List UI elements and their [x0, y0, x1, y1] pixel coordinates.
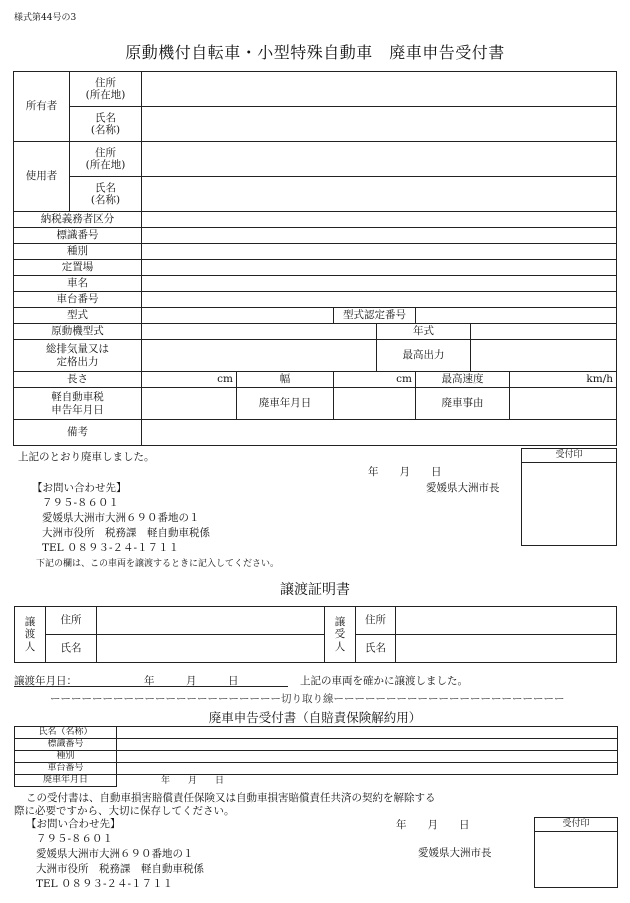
transferor-address-field[interactable]	[97, 607, 325, 635]
slip-table	[14, 726, 618, 787]
transfer-table	[14, 606, 617, 663]
page-title: 原動機付自転車・小型特殊自動車 廃車申告受付書	[125, 43, 505, 62]
user-label: 使用者	[14, 142, 70, 212]
model-label: 型式	[14, 308, 142, 324]
model-cert-field[interactable]	[416, 308, 617, 324]
slip-chassis-field[interactable]	[117, 763, 618, 775]
taxpayer-class-field[interactable]	[142, 212, 617, 228]
slip-contact-address: 愛媛県大洲市大洲６９０番地の１	[36, 848, 194, 860]
displacement-label: 総排気量又は 定格出力	[14, 340, 142, 372]
slip-chassis-label: 車台番号	[15, 763, 117, 775]
transferee-label: 譲 受 人	[325, 607, 356, 663]
max-speed-field[interactable]: km/h	[510, 372, 617, 388]
owner-address-label: 住所 (所在地)	[70, 72, 142, 107]
slip-type-field[interactable]	[117, 751, 618, 763]
transfer-title: 譲渡証明書	[280, 582, 350, 598]
plate-number-field[interactable]	[142, 228, 617, 244]
scrap-date-label: 廃車年月日	[237, 388, 334, 420]
slip-note-1: この受付書は、自動車損害賠償責任保険又は自動車損害賠償責任共済の契約を解除する	[26, 792, 436, 804]
user-name-label: 氏名 (名称)	[70, 177, 142, 212]
slip-name-field[interactable]	[117, 727, 618, 739]
transferee-address-field[interactable]	[396, 607, 617, 635]
transfer-note: 下記の欄は、この車両を譲渡するときに記入してください。	[36, 559, 280, 569]
slip-note-2: 際に必要ですから、大切に保存してください。	[14, 805, 235, 817]
chassis-number-field[interactable]	[142, 292, 617, 308]
transferee-name-label: 氏名	[356, 635, 396, 663]
width-field[interactable]: cm	[334, 372, 416, 388]
year-model-field[interactable]	[471, 324, 617, 340]
slip-mayor-label: 愛媛県大洲市長	[418, 847, 492, 859]
remarks-label: 備考	[14, 420, 142, 446]
user-address-label: 住所 (所在地)	[70, 142, 142, 177]
scrap-reason-field[interactable]	[510, 388, 617, 420]
cut-line: ーーーーーーーーーーーーーーーーーーーーーー切り取り線ーーーーーーーーーーーーーーーーーーーーーー	[50, 693, 565, 705]
transferor-name-label: 氏名	[46, 635, 97, 663]
slip-scrap-date-field[interactable]: 年 月 日	[117, 775, 618, 787]
transfer-statement: 上記の車両を確かに譲渡しました。	[300, 675, 468, 687]
contact-office: 大洲市役所 税務課 軽自動車税係	[42, 527, 210, 539]
displacement-field[interactable]	[142, 340, 377, 372]
slip-plate-label: 標識番号	[15, 739, 117, 751]
slip-contact-postal: ７９５-８６０１	[36, 833, 114, 845]
location-label: 定置場	[14, 260, 142, 276]
slip-contact-office: 大洲市役所 税務課 軽自動車税係	[36, 863, 204, 875]
transferor-label: 譲 渡 人	[15, 607, 46, 663]
owner-label: 所有者	[14, 72, 70, 142]
contact-tel: TEL ０８９３-２４-１７１１	[42, 542, 180, 554]
slip-name-label: 氏名（名称）	[15, 727, 117, 739]
max-output-field[interactable]	[471, 340, 617, 372]
reception-stamp-label: 受付印	[522, 449, 616, 463]
car-name-label: 車名	[14, 276, 142, 292]
scrap-reason-label: 廃車事由	[416, 388, 510, 420]
contact-address: 愛媛県大洲市大洲６９０番地の１	[42, 512, 200, 524]
model-field[interactable]	[142, 308, 334, 324]
engine-model-field[interactable]	[142, 324, 377, 340]
slip-contact-block	[26, 817, 204, 892]
owner-name-label: 氏名 (名称)	[70, 107, 142, 142]
light-tax-date-field[interactable]	[142, 388, 237, 420]
slip-date: 年 月 日	[396, 819, 470, 831]
taxpayer-class-label: 納税義務者区分	[14, 212, 142, 228]
transfer-date-line	[14, 673, 288, 687]
transferor-address-label: 住所	[46, 607, 97, 635]
reception-stamp-box	[521, 448, 617, 546]
slip-plate-field[interactable]	[117, 739, 618, 751]
mayor-label: 愛媛県大洲市長	[426, 482, 500, 494]
scrap-statement: 上記のとおり廃車しました。	[18, 451, 155, 463]
slip-stamp-label: 受付印	[535, 818, 617, 832]
contact-postal: ７９５-８６０１	[42, 497, 120, 509]
user-name-field[interactable]	[142, 177, 617, 212]
slip-stamp-box	[534, 817, 618, 888]
type-field[interactable]	[142, 244, 617, 260]
plate-number-label: 標識番号	[14, 228, 142, 244]
light-tax-date-label: 軽自動車税 申告年月日	[14, 388, 142, 420]
slip-scrap-date-label: 廃車年月日	[15, 775, 117, 787]
transferor-name-field[interactable]	[97, 635, 325, 663]
year-model-label: 年式	[377, 324, 471, 340]
engine-model-label: 原動機型式	[14, 324, 142, 340]
slip-contact-tel: TEL ０８９３-２４-１７１１	[36, 878, 174, 890]
scrap-date-field[interactable]	[334, 388, 416, 420]
statement-date: 年 月 日	[368, 466, 442, 478]
transferee-name-field[interactable]	[396, 635, 617, 663]
length-field[interactable]: cm	[142, 372, 237, 388]
transfer-date-label: 譲渡年月日：	[14, 675, 77, 687]
main-form-table	[13, 71, 617, 446]
width-label: 幅	[237, 372, 334, 388]
slip-title: 廃車申告受付書（自賠責保険解約用）	[208, 710, 422, 725]
max-speed-label: 最高速度	[416, 372, 510, 388]
remarks-field[interactable]	[142, 420, 617, 446]
transferee-address-label: 住所	[356, 607, 396, 635]
slip-contact-header: 【お問い合わせ先】	[26, 818, 121, 830]
chassis-number-label: 車台番号	[14, 292, 142, 308]
transfer-date-fields[interactable]: 年 月 日	[144, 675, 239, 687]
location-field[interactable]	[142, 260, 617, 276]
contact-block	[32, 481, 210, 556]
slip-type-label: 種別	[15, 751, 117, 763]
length-label: 長さ	[14, 372, 142, 388]
type-label: 種別	[14, 244, 142, 260]
model-cert-label: 型式認定番号	[334, 308, 416, 324]
owner-address-field[interactable]	[142, 72, 617, 107]
form-number: 様式第44号の3	[14, 13, 77, 23]
contact-header: 【お問い合わせ先】	[32, 482, 127, 494]
max-output-label: 最高出力	[377, 340, 471, 372]
user-address-field[interactable]	[142, 142, 617, 177]
car-name-field[interactable]	[142, 276, 617, 292]
owner-name-field[interactable]	[142, 107, 617, 142]
